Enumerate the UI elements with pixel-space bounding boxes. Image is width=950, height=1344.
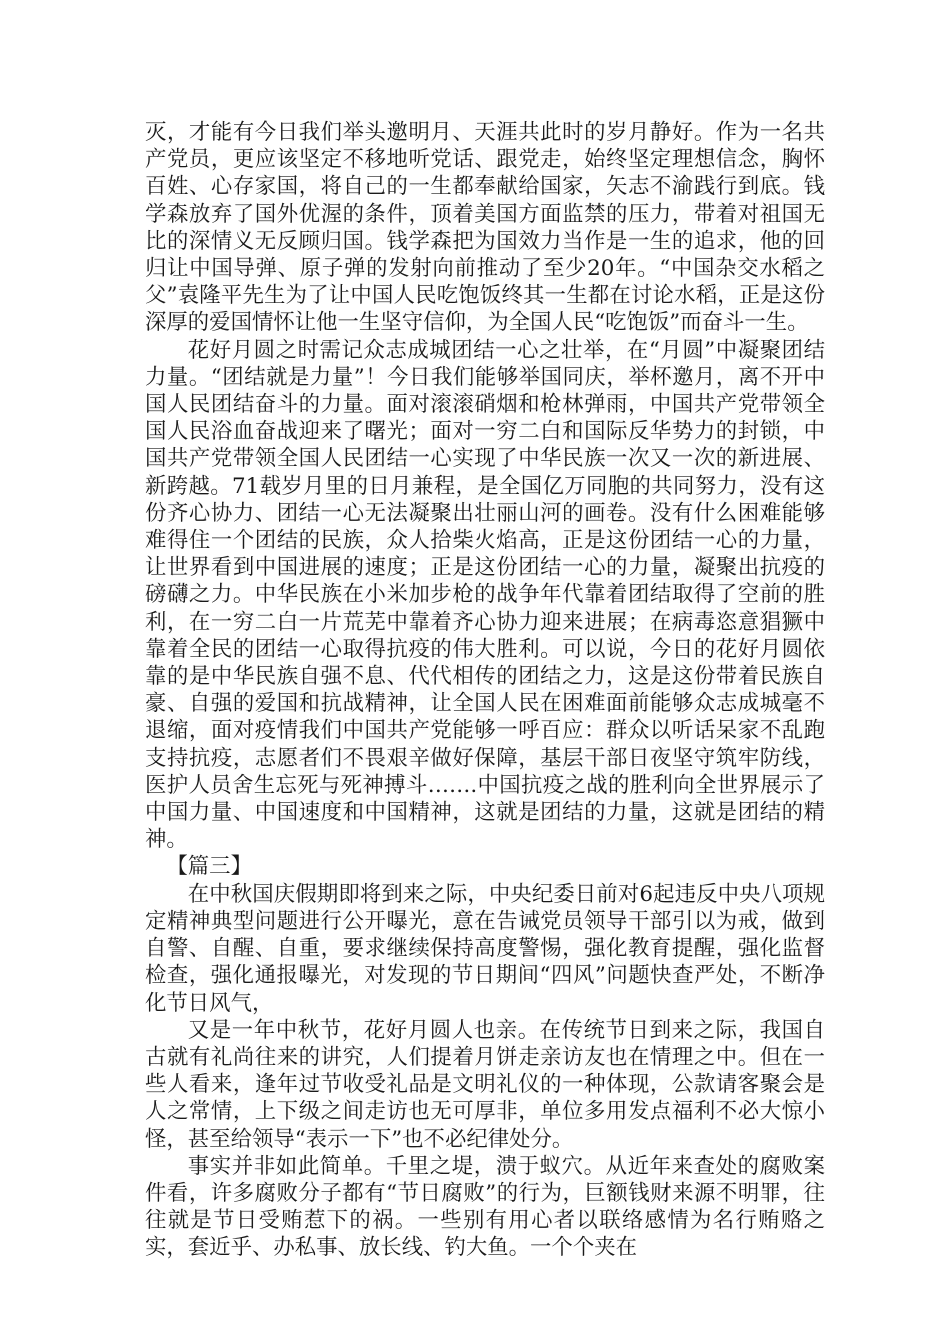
paragraph-2: 花好月圆之时需记众志成城团结一心之壮举，在“月圆”中凝聚团结力量。“团结就是力量”！今日我们能够举国同庆，举杯邀月，离不开中国人民团结奋斗的力量。面对滚滚硝烟和枪林弹雨，中国共产党带领全国人民浴血奋战迎来了曙光；面对一穷二白和国际反华势力的封锁，中国共产党带领全国人民团结一心实现了中华民族一次又一次的新进展、新跨越。71载岁月里的日月兼程，是全国亿万同胞的共同努力，没有这份齐心协力、团结一心无法凝聚出壮丽山河的画卷。没有什么困难能够难得住一个团结的民族，众人拾柴火焰高，正是这份团结一心的力量，让世界看到中国进展的速度；正是这份团结一心的力量，凝聚出抗疫的磅礴之力。中华民族在小米加步枪的战争年代靠着团结取得了空前的胜利，在一穷二白一片荒芜中靠着齐心协力迎来进展；在病毒恣意猖獗中靠着全民的团结一心取得抗疫的伟大胜利。可以说，今日的花好月圆依靠的是中华民族自强不息、代代相传的团结之力，这是这份带着民族自豪、自强的爱国和抗战精神，让全国人民在困难面前能够众志成城毫不退缩，面对疫情我们中国共产党能够一呼百应：群众以听话呆家不乱跑支持抗疫，志愿者们不畏艰辛做好保障，基层干部日夜坚守筑牢防线，医护人员舍生忘死与死神搏斗…….中国抗疫之战的胜利向全世界展示了中国力量、中国速度和中国精神，这就是团结的力量，这就是团结的精神。 — [145, 337, 825, 853]
section-heading-part-three: 【篇三】 — [166, 854, 252, 880]
paragraph-1: 灭，才能有今日我们举头邀明月、天涯共此时的岁月静好。作为一名共产党员，更应该坚定不移地听党话、跟党走，始终坚定理想信念，胸怀百姓、心存家国，将自己的一生都奉献给国家，矢志不渝践行到底。钱学森放弃了国外优渥的条件，顶着美国方面监禁的压力，带着对祖国无比的深情义无反顾归国。钱学森把为国效力当作是一生的追求，他的回归让中国导弹、原子弹的发射向前推动了至少20年。“中国杂交水稻之父”袁隆平先生为了让中国人民吃饱饭终其一生都在讨论水稻，正是这份深厚的爱国情怀让他一生坚守信仰，为全国人民“吃饱饭”而奋斗一生。 — [145, 120, 825, 336]
document-body — [145, 119, 825, 1262]
paragraph-3: 在中秋国庆假期即将到来之际，中央纪委日前对6起违反中央八项规定精神典型问题进行公开曝光，意在告诫党员领导干部引以为戒，做到自警、自醒、自重，要求继续保持高度警惕，强化教育提醒，强化监督检查，强化通报曝光，对发现的节日期间“四风”问题快查严处，不断净化节日风气， — [145, 881, 825, 1016]
paragraph-5: 事实并非如此简单。千里之堤，溃于蚁穴。从近年来查处的腐败案件看，许多腐败分子都有“节日腐败”的行为，巨额钱财来源不明罪，往往就是节日受贿惹下的祸。一些别有用心者以联络感情为名行贿赂之实，套近乎、办私事、放长线、钓大鱼。一个个夹在 — [145, 1153, 825, 1261]
paragraph-4: 又是一年中秋节，花好月圆人也亲。在传统节日到来之际，我国自古就有礼尚往来的讲究，人们提着月饼走亲访友也在情理之中。但在一些人看来，逢年过节收受礼品是文明礼仪的一种体现，公款请客聚会是人之常情，上下级之间走访也无可厚非，单位多用发点福利不必大惊小怪，甚至给领导“表示一下”也不必纪律处分。 — [145, 1017, 825, 1152]
